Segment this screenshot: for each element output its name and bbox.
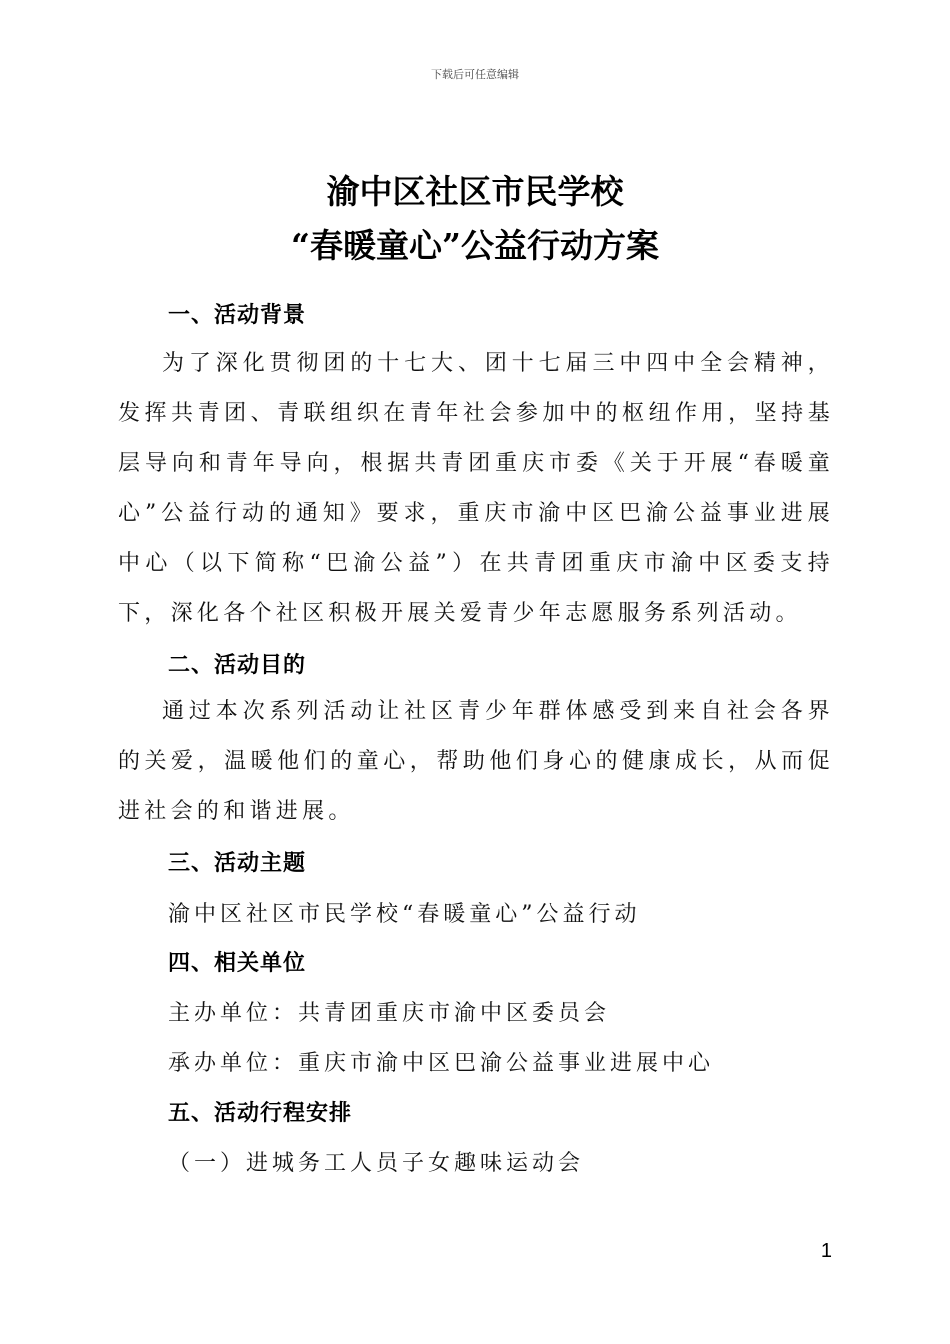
page-number: 1 <box>820 1240 832 1262</box>
section-body-background: 为了深化贯彻团的十七大、团十七届三中四中全会精神，发挥共青团、青联组织在青年社会参加中的枢纽作用，坚持基层导向和青年导向，根据共青团重庆市委《关于开展“春暖童心”公益行动的通知》要求，重庆市渝中区巴渝公益事业进展中心（以下简称“巴渝公益”）在共青团重庆市渝中区委支持下，深化各个社区积极开展关爱青少年志愿服务系列活动。 <box>118 351 834 626</box>
section-heading-units: 四、相关单位 <box>168 951 307 976</box>
document-title-line2: “春暖童心”公益行动方案 <box>291 226 659 265</box>
section-body-theme: 渝中区社区市民学校“春暖童心”公益行动 <box>168 902 641 927</box>
host-unit-line: 主办单位：共青团重庆市渝中区委员会 <box>168 1001 611 1026</box>
section-body-purpose: 通过本次系列活动让社区青少年群体感受到来自社会各界的关爱，温暖他们的童心，帮助他们身心的健康成长，从而促进社会的和谐进展。 <box>118 699 834 824</box>
page-header-note: 下载后可任意编辑 <box>431 68 519 81</box>
section-heading-theme: 三、活动主题 <box>168 851 307 876</box>
section-heading-schedule: 五、活动行程安排 <box>168 1101 353 1126</box>
section-heading-background: 一、活动背景 <box>168 303 307 328</box>
document-title-line1: 渝中区社区市民学校 <box>326 172 624 211</box>
schedule-item-1: （一）进城务工人员子女趣味运动会 <box>168 1151 585 1176</box>
section-heading-purpose: 二、活动目的 <box>168 653 307 678</box>
organizer-unit-line: 承办单位：重庆市渝中区巴渝公益事业进展中心 <box>168 1051 715 1076</box>
